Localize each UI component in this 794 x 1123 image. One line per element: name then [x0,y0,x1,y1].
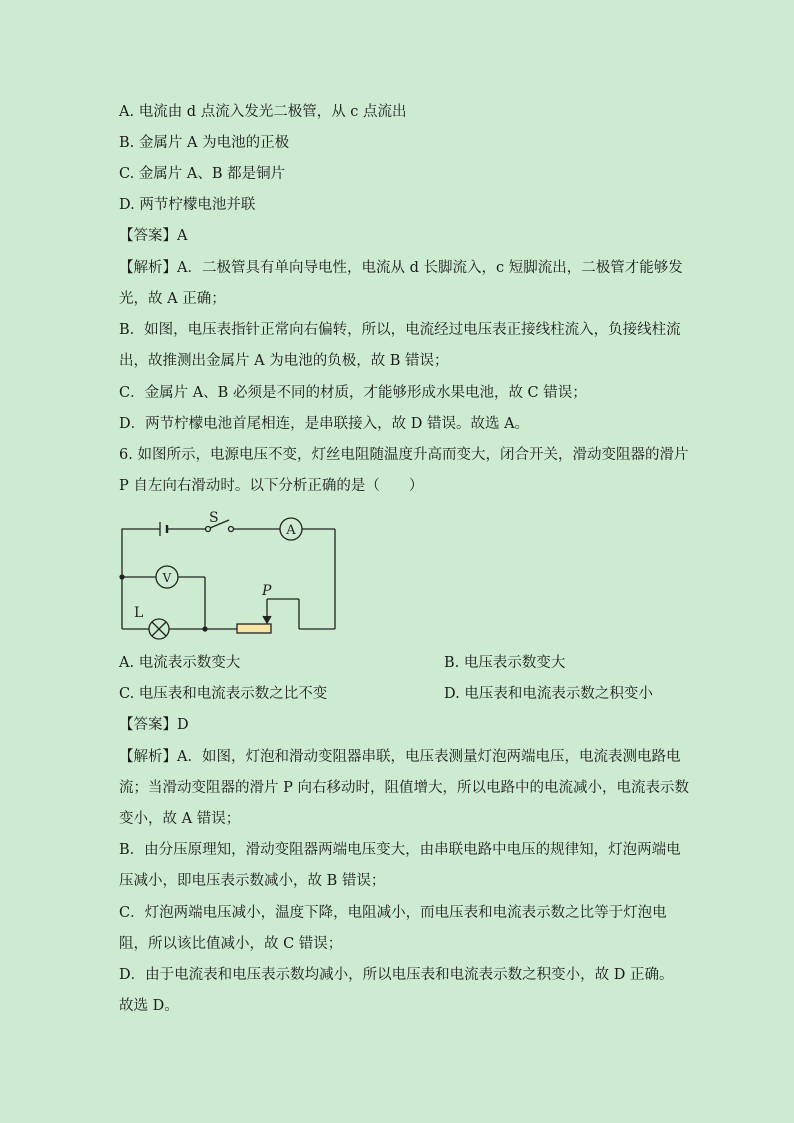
q6-analysis-line: C．灯泡两端电压减小，温度下降，电阻减小，而电压表和电流表示数之比等于灯泡电 [119,905,667,921]
junction-dot [119,574,124,579]
q5-option-b: B. 金属片 A 为电池的正极 [119,135,290,151]
junction-dot [202,626,207,631]
q6-analysis-line: 阻，所以该比值减小，故 C 错误； [119,936,343,952]
q6-analysis-line: 变小，故 A 错误； [119,811,241,827]
q5-analysis-line: D．两节柠檬电池首尾相连，是串联接入，故 D 错误。故选 A。 [119,416,530,432]
q6-analysis-line: D．由于电流表和电压表示数均减小，所以电压表和电流表示数之积变小，故 D 正确。 [119,967,674,983]
q6-option-c: C. 电压表和电流表示数之比不变 [119,686,328,702]
circuit-diagram [110,505,350,645]
ammeter-label: A [286,523,296,538]
q6-analysis-line: 【解析】A．如图，灯泡和滑动变阻器串联，电压表测量灯泡两端电压，电流表测电路电 [119,749,681,765]
q5-answer: 【答案】A [119,228,188,244]
slider-label: P [262,583,272,599]
q6-option-b: B. 电压表示数变大 [444,655,566,671]
q6-analysis-line: 故选 D。 [119,998,179,1014]
q6-answer: 【答案】D [119,717,189,733]
q6-option-a: A. 电流表示数变大 [119,655,241,671]
q6-stem-line: 6. 如图所示，电源电压不变，灯丝电阻随温度升高而变大，闭合开关，滑动变阻器的滑片 [119,447,689,463]
q5-analysis-line: 光，故 A 正确； [119,291,226,307]
switch-left-terminal [206,527,211,532]
voltmeter-label: V [162,571,172,585]
lamp-label: L [134,605,144,621]
q6-analysis-line: 压减小，即电压表示数减小，故 B 错误； [119,873,386,889]
q6-analysis-line: B．由分压原理知，滑动变阻器两端电压变大，由串联电路中电压的规律知，灯泡两端电 [119,842,681,858]
q5-analysis-line: 【解析】A．二极管具有单向导电性，电流从 d 长脚流入，c 短脚流出，二极管才能够发 [119,260,683,276]
q6-option-d: D. 电压表和电流表示数之积变小 [444,686,653,702]
switch-right-terminal [229,527,234,532]
switch-label: S [209,510,219,526]
q6-analysis-line: 流；当滑动变阻器的滑片 P 向右移动时，阻值增大，所以电路中的电流减小，电流表示数 [119,780,689,796]
q5-option-c: C. 金属片 A、B 都是铜片 [119,166,286,182]
q5-analysis-line: 出，故推测出金属片 A 为电池的负极，故 B 错误； [119,353,449,369]
slider-arrow [263,616,271,623]
q5-analysis-line: B．如图，电压表指针正常向右偏转，所以，电流经过电压表正接线柱流入，负接线柱流 [119,322,681,338]
q5-analysis-line: C．金属片 A、B 必须是不同的材质，才能够形成水果电池，故 C 错误； [119,385,587,401]
q5-option-d: D. 两节柠檬电池并联 [119,197,256,213]
q6-stem-line: P 自左向右滑动时。以下分析正确的是（ ） [119,478,424,494]
rheostat-body [237,624,271,633]
q5-option-a: A. 电流由 d 点流入发光二极管，从 c 点流出 [119,104,407,120]
